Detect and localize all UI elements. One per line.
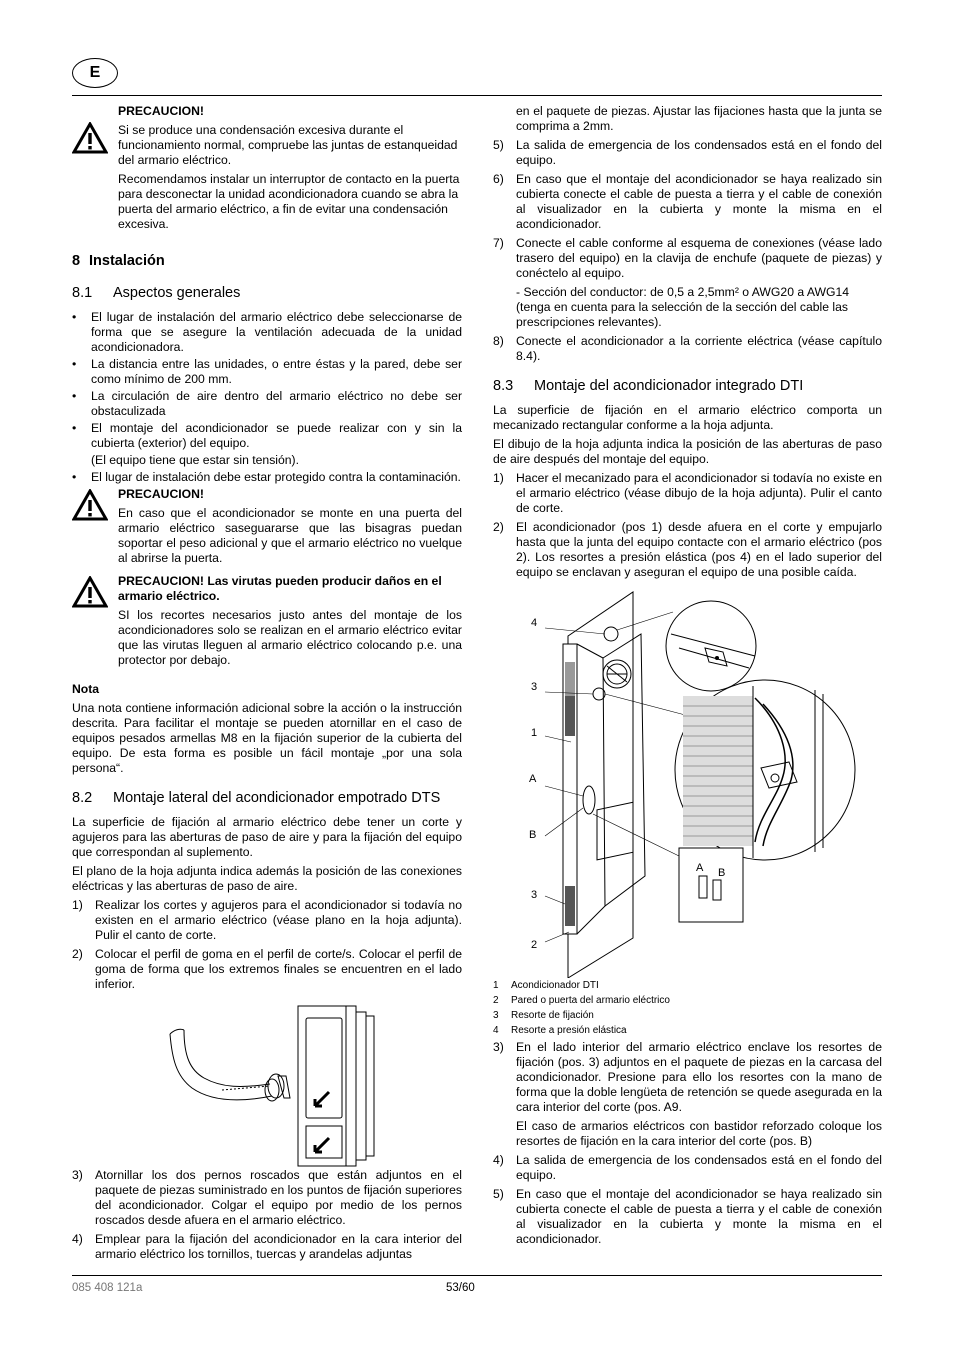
figure-label: 3 — [531, 681, 538, 693]
step-item: 8) Conecte el acondicionador a la corriente eléctrica (véase capítulo 8.4). — [493, 334, 882, 363]
list-item: • El lugar de instalación debe estar protegido contra la contaminación. — [72, 470, 461, 484]
list-item: • El lugar de instalación del armario eléctrico debe seleccionarse de forma que se asegure la ventilación adecuada de la unidad acondicionadora. — [72, 310, 462, 354]
figure-legend — [493, 978, 882, 1038]
step-sub-item: - Sección del conductor: de 0,5 a 2,5mm² o AWG20 a AWG14 (tenga en cuenta para la selección de la sección del cable las prescripciones relevantes). — [516, 285, 850, 329]
list-item: • La distancia entre las unidades, o entre éstas y la pared, debe ser como mínimo de 200 mm. — [72, 357, 462, 386]
right-column — [493, 104, 882, 1251]
list-item: • El montaje del acondicionador se puede realizar con y sin la cubierta (exterior) del equipo. — [72, 421, 462, 450]
note-title: Nota — [72, 682, 100, 696]
figure-label: 4 — [531, 617, 538, 629]
caution-block-door — [72, 487, 462, 570]
step-item: 3) Atornillar los dos pernos roscados que están adjuntos en el paquete de piezas suministrado en los puntos de fijación superiores del acondicionador. Colgar el equipo por medio de los pernos roscados desde afuera en el armario eléctrico. — [72, 1168, 462, 1227]
step-item: 7) Conecte el cable conforme al esquema de conexiones (véase lado trasero del equipo) en la clavija de enchufe (paquete de piezas) y conéctelo al equipo. — [493, 236, 882, 280]
language-badge: E — [72, 58, 118, 88]
caution-text: Si se produce una condensación excesiva durante el funcionamiento normal, compruebe las juntas de estanqueidad del armario eléctrico. — [118, 123, 458, 167]
dti-mounting-figure — [493, 586, 882, 978]
figure-label: B — [529, 829, 537, 841]
step-continuation: en el paquete de piezas. Ajustar las fijaciones hasta que la junta se comprima a 2mm. — [516, 104, 882, 133]
warning-icon — [72, 487, 108, 570]
step-item: 4) La salida de emergencia de los condensados está en el fondo del equipo. — [493, 1153, 882, 1182]
caution-text: Recomendamos instalar un interruptor de contacto en la puerta para desconectar la unidad acondicionadora cuando se abra la puerta del armario eléctrico, a fin de evitar una condensación excesiva. — [118, 172, 460, 231]
warning-icon — [72, 104, 108, 236]
step-item: 2) Colocar el perfil de goma en el perfil de corte/s. Colocar el perfil de goma de forma que los extremos finales se encuentren en el lado inferior. — [72, 947, 462, 991]
paragraph: La superficie de fijación en el armario eléctrico comporta un mecanizado rectangular conforme a la hoja adjunta. — [493, 403, 882, 432]
figure-label: 2 — [531, 939, 538, 951]
section-heading-8: 8 Instalación — [72, 253, 165, 269]
legend-item: 2 Pared o puerta del armario eléctrico — [493, 995, 670, 1006]
caution-text: SI los recortes necesarios justo antes del montaje de los acondicionadores solo se realizan en el armario eléctrico evitar que las virutas lleguen al armario eléctrico colocando p.e. una protector por debajo. — [118, 608, 462, 667]
left-column — [72, 104, 462, 1266]
step-item: 5) La salida de emergencia de los condensados está en el fondo del equipo. — [493, 138, 882, 167]
caution-title: PRECAUCION! — [118, 487, 204, 501]
figure-label: A — [529, 773, 537, 785]
paragraph: La superficie de fijación al armario eléctrico debe tener un corte y agujeros para las aberturas de paso de aire y para la fijación del equipo que correspondan al suplemento. — [72, 815, 462, 859]
list-item: • La circulación de aire dentro del armario eléctrico no debe ser obstaculizada — [72, 389, 462, 418]
caution-text: En caso que el acondicionador se monte en una puerta del armario eléctrico saseguararse que las bisagras puedan soportar el peso adicional y que el armario eléctrico no vuelque al abrirse la puerta. — [118, 506, 462, 565]
figure-label: A — [696, 862, 704, 874]
step-item: 1) Hacer el mecanizado para el acondicionador si todavía no existe en el armario eléctrico (véase dibujo de la hoja adjunta). Pulir el canto de corte. — [493, 471, 882, 515]
gasket-figure — [72, 998, 462, 1168]
legend-item: 3 Resorte de fijación — [493, 1010, 594, 1021]
figure-label: 1 — [531, 727, 538, 739]
footer-rule — [72, 1275, 882, 1276]
step-item: 5) En caso que el montaje del acondicionador se haya realizado sin cubierta conecte el cable de puesta a tierra y el cable de conexión al visualizador en la cubierta y monte la misma en el acondicionador. — [493, 1187, 882, 1246]
caution-block-condensation — [72, 104, 462, 236]
caution-title: PRECAUCION! — [118, 104, 204, 118]
step-sub-item: El caso de armarios eléctricos con bastidor reforzado coloque los resortes de fijación en la cara interior del corte (pos. B) — [516, 1119, 882, 1148]
section-heading-8-1: 8.1 Aspectos generales — [72, 285, 241, 301]
paragraph: El plano de la hoja adjunta indica además la posición de las conexiones eléctricas y las aberturas de paso de aire. — [72, 864, 462, 893]
caution-title: PRECAUCION! Las virutas pueden producir daños en el armario eléctrico. — [118, 574, 442, 603]
legend-item: 4 Resorte a presión elástica — [493, 1025, 627, 1036]
step-item: 3) En el lado interior del armario eléctrico enclave los resortes de fijación (pos. 3) adjuntos en el paquete de piezas en la carcasa del acondicionador. Presione para ello los resortes con la mano de forma que la doble lengüeta de retención se quede asegurada en la cara interior del corte (pos. A9. — [493, 1040, 882, 1114]
step-item: 1) Realizar los cortes y agujeros para el acondicionador si todavía no existen en el armario eléctrico (véase plano en la hoja adjunta). Pulir el canto de corte. — [72, 898, 462, 942]
step-item: 4) Emplear para la fijación del acondicionador en la cara interior del armario eléctrico los tornillos, tuercas y arandelas adjuntas — [72, 1232, 462, 1261]
list-item-note: (El equipo tiene que estar sin tensión). — [91, 453, 299, 467]
section-heading-8-2: 8.2 Montaje lateral del acondicionador empotrado DTS — [72, 790, 441, 806]
figure-label: 3 — [531, 889, 538, 901]
legend-item: 1 Acondicionador DTI — [493, 980, 599, 991]
step-item: 6) En caso que el montaje del acondicionador se haya realizado sin cubierta conecte el cable de puesta a tierra y el cable de conexión al visualizador en la cubierta y monte la misma en el acondicionador. — [493, 172, 882, 231]
step-item: 2) El acondicionador (pos 1) desde afuera en el corte y empujarlo hasta que la junta del equipo contacte con el armario eléctrico (pos 2). Los resortes a presión elástica (pos 4) en el lado superior del equipo se enclavan y aseguran el equipo de una posible caída. — [493, 520, 882, 579]
header-rule — [72, 95, 882, 96]
paragraph: El dibujo de la hoja adjunta indica la posición de las aberturas de paso de aire después del montaje del equipo. — [493, 437, 882, 466]
section-heading-8-3: 8.3 Montaje del acondicionador integrado DTI — [493, 378, 804, 394]
caution-block-chips — [72, 574, 462, 672]
warning-icon — [72, 574, 108, 672]
document-number: 085 408 121a — [72, 1282, 143, 1294]
page-number: 53/60 — [446, 1282, 475, 1294]
figure-label: B — [718, 867, 726, 879]
note-text: Una nota contiene información adicional sobre la acción o la instrucción descrita. Para facilitar el montaje se pueden atornillar en el caso de equipos pesados armellas M8 en la fijación superior de la cubierta del equipo. De esta forma es posible un fácil montaje „por una sola persona“. — [72, 701, 462, 775]
